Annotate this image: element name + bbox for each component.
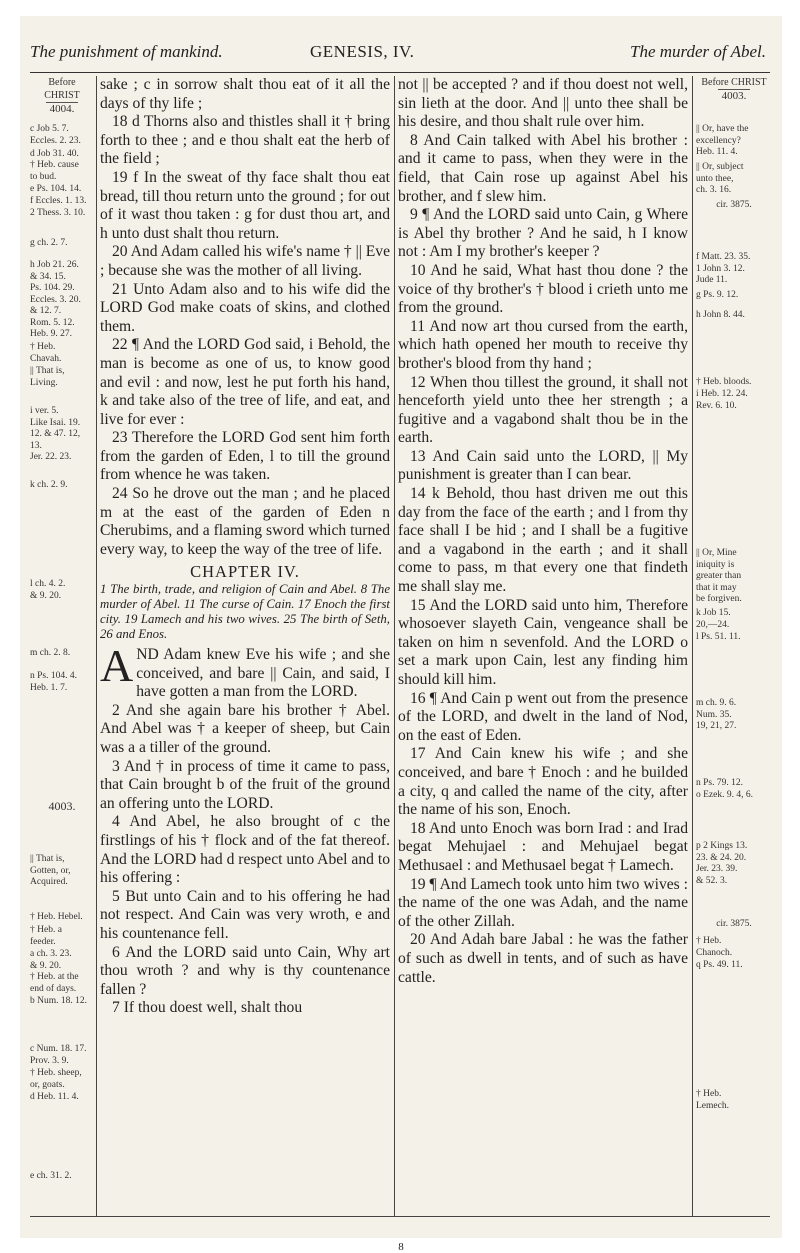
margin-note: o Ezek. 9. 4, 6.: [696, 790, 753, 800]
left-era-label: Before CHRIST: [44, 77, 80, 101]
header-right: The murder of Abel.: [630, 42, 766, 61]
left-era: [30, 76, 94, 116]
margin-note: † Heb. Chavah.: [30, 342, 62, 364]
verse: 20 And Adah bare Jabal : he was the father of such as dwell in tents, and of such as have cattle.: [398, 931, 688, 986]
right-margin: [696, 76, 772, 1216]
verse: 13 And Cain said unto the LORD, || My punishment is greater than I can bear.: [398, 447, 688, 484]
margin-note: m ch. 2. 8.: [30, 648, 71, 658]
verse: 24 So he drove out the man ; and he placed m at the east of the garden of Eden n Cherubims, and a flaming sword which turned every way, to keep the way of the tree of life.: [100, 485, 390, 558]
verse: 23 Therefore the LORD God sent him forth from the garden of Eden, l to till the ground from whence he was taken.: [100, 429, 390, 484]
margin-note: † Heb. Hebel.: [30, 912, 83, 922]
margin-note: † Heb. a feeder.: [30, 925, 62, 947]
verse: 19 ¶ And Lamech took unto him two wives : the name of the one was Adah, and the name of the other Zillah.: [398, 875, 688, 930]
verse: 8 And Cain talked with Abel his brother : and it came to pass, when they were in the field, that Cain rose up against Abel his brother, and f slew him.: [398, 131, 688, 205]
verse: 21 Unto Adam also and to his wife did the LORD God make coats of skins, and clothed them.: [100, 280, 390, 335]
margin-note: g Ps. 9. 12.: [696, 290, 739, 300]
right-era: [696, 76, 772, 103]
verse: 16 ¶ And Cain p went out from the presence of the LORD, and dwelt in the land of Nod, on the east of Eden.: [398, 689, 688, 744]
margin-note: c Num. 18. 17. Prov. 3. 9.: [30, 1044, 87, 1066]
verse: 9 ¶ And the LORD said unto Cain, g Where is Abel thy brother ? And he said, h I know not : Am I my brother's keeper ?: [398, 206, 688, 261]
verse: 6 And the LORD said unto Cain, Why art thou wroth ? and why is thy countenance fallen ?: [100, 943, 390, 998]
chapter-title: CHAPTER IV.: [190, 562, 300, 582]
header-left: The punishment of mankind.: [30, 42, 223, 61]
page-number: 8: [398, 1241, 404, 1253]
margin-note: || That is, Living.: [30, 366, 65, 388]
text-column-1: [100, 76, 390, 1018]
running-header: [30, 36, 770, 73]
margin-note: c Job 5. 7. Eccles. 2. 23.: [30, 124, 81, 146]
verse: 11 And now art thou cursed from the earth, which hath opened her mouth to receive thy brother's blood from thy hand ;: [398, 317, 688, 372]
margin-note: n Ps. 79. 12.: [696, 778, 743, 788]
margin-note: e Ps. 104. 14.: [30, 184, 82, 194]
left-margin-rule: [96, 76, 97, 1216]
left-margin: [30, 76, 94, 1216]
margin-note: e ch. 31. 2.: [30, 1171, 72, 1181]
margin-note: cir. 3875.: [716, 200, 752, 210]
chapter-summary: 1 The birth, trade, and religion of Cain and Abel. 8 The murder of Abel. 11 The curse of Cain. 17 Enoch the first city. 19 Lamech and his two wives. 25 The birth of Seth, 26 and Enos.: [100, 582, 390, 642]
margin-note: b Num. 18. 12.: [30, 996, 87, 1006]
margin-note: † Heb. sheep, or, goats.: [30, 1068, 82, 1090]
margin-note: q Ps. 49. 11.: [696, 960, 743, 970]
margin-note: p 2 Kings 13. 23. & 24. 20. Jer. 23. 39. & 52. 3.: [696, 841, 748, 886]
margin-note: i ver. 5. Like Isai. 19. 12. & 47. 12, 13. Jer. 22. 23.: [30, 406, 81, 462]
verse: 7 If thou doest well, shalt thou: [112, 999, 303, 1017]
verse: 22 ¶ And the LORD God said, i Behold, the man is become as one of us, to know good and evil : and now, lest he put forth his hand, k and take also of the tree of life, and eat, and live for ever :: [100, 336, 390, 428]
verse: 4 And Abel, he also brought of c the firstlings of his † flock and of the fat thereof. And the LORD had d respect unto Abel and to his offering :: [100, 813, 390, 887]
margin-note: f Eccles. 1. 13. 2 Thess. 3. 10.: [30, 196, 87, 218]
margin-note: k Job 15. 20,—24.: [696, 608, 731, 630]
margin-note: || That is, Gotten, or, Acquired.: [30, 854, 71, 887]
bible-page: [20, 16, 782, 1253]
verse-1-text: ND Adam knew Eve his wife ; and she conceived, and bare || Cain, and said, I have gotten a man from the LORD.: [136, 646, 390, 701]
margin-note: || Or, have the excellency? Heb. 11. 4.: [696, 124, 749, 157]
verse: 18 d Thorns also and thistles shall it † bring forth to thee ; and e thou shalt eat the herb of the field ;: [100, 113, 390, 168]
margin-note: m ch. 9. 6. Num. 35. 19, 21, 27.: [696, 698, 737, 731]
margin-note: n Ps. 104. 4. Heb. 1. 7.: [30, 671, 77, 693]
right-era-year: 4003.: [718, 89, 751, 103]
margin-note: cir. 3875.: [716, 919, 752, 929]
verse: 3 And † in process of time it came to pass, that Cain brought b of the fruit of the ground an offering unto the LORD.: [100, 757, 390, 812]
margin-note: g ch. 2. 7.: [30, 238, 68, 248]
left-year-mark: 4003.: [48, 799, 76, 813]
right-margin-rule: [692, 76, 693, 1216]
margin-note: l Ps. 51. 11.: [696, 632, 741, 642]
margin-note: † Heb. at the end of days.: [30, 972, 79, 994]
center-column-rule: [394, 76, 395, 1216]
verse: 19 f In the sweat of thy face shalt thou eat bread, till thou return unto the ground ; for out of it wast thou taken : g for dust thou art, and h unto dust shalt thou return.: [100, 168, 390, 242]
margin-note: d Heb. 11. 4.: [30, 1092, 79, 1102]
right-era-label: Before CHRIST: [701, 77, 767, 88]
margin-note: || Or, Mine iniquity is greater than that it may be forgiven.: [696, 548, 742, 604]
text-column-2: [398, 76, 688, 987]
verse: 12 When thou tillest the ground, it shall not henceforth yield unto thee her strength ; a fugitive and a vagabond shalt thou be in the earth.: [398, 373, 688, 447]
margin-note: † Heb. cause to bud.: [30, 160, 79, 182]
margin-note: f Matt. 23. 35. 1 John 3. 12. Jude 11.: [696, 252, 751, 285]
margin-note: h Job 21. 26. & 34. 15. Ps. 104. 29. Eccles. 3. 20. & 12. 7. Rom. 5. 12. Heb. 9. 27.: [30, 260, 81, 339]
margin-note: k ch. 2. 9.: [30, 480, 68, 490]
drop-cap: A: [100, 640, 134, 692]
margin-note: l ch. 4. 2. & 9. 20.: [30, 579, 66, 601]
margin-note: † Heb. bloods.: [696, 377, 752, 387]
verse: sake ; c in sorrow shalt thou eat of it all the days of thy life ;: [100, 76, 390, 112]
verse: not || be accepted ? and if thou doest not well, sin lieth at the door. And || unto thee shall be his desire, and thou shalt rule over him.: [398, 76, 688, 131]
margin-note: d Job 31. 40.: [30, 149, 79, 159]
verse: 2 And she again bare his brother † Abel. And Abel was † a keeper of sheep, but Cain was a a tiller of the ground.: [100, 701, 390, 756]
margin-note: † Heb. Lemech.: [696, 1089, 729, 1111]
verse-first: [100, 640, 390, 702]
margin-note: h John 8. 44.: [696, 310, 745, 320]
margin-note: i Heb. 12. 24. Rev. 6. 10.: [696, 389, 748, 411]
margin-note: a ch. 3. 23. & 9. 20.: [30, 949, 72, 971]
margin-note: † Heb. Chanoch.: [696, 936, 733, 958]
verse: 10 And he said, What hast thou done ? the voice of thy brother's † blood i crieth unto me from the ground.: [398, 261, 688, 317]
verse: 20 And Adam called his wife's name † || Eve ; because she was the mother of all living.: [100, 243, 390, 279]
verse: 5 But unto Cain and to his offering he had not respect. And Cain was very wroth, e and his countenance fell.: [100, 887, 390, 942]
verse: 18 And unto Enoch was born Irad : and Irad begat Mehujael : and Mehujael begat Methusael : and Methusael begat † Lamech.: [398, 819, 688, 874]
left-era-year: 4004.: [46, 102, 79, 116]
header-center: GENESIS, IV.: [310, 42, 415, 61]
verse: 15 And the LORD said unto him, Therefore whosoever slayeth Cain, vengeance shall be taken on him n sevenfold. And the LORD o set a mark upon Cain, lest any finding him should kill him.: [398, 596, 688, 688]
verse: 14 k Behold, thou hast driven me out this day from the face of the earth ; and l from thy face shall I be hid ; and I shall be a fugitive and a vagabond in the earth ; and it shall come to pass, m that every one that findeth me shall slay me.: [398, 485, 688, 596]
verse: 17 And Cain knew his wife ; and she conceived, and bare † Enoch : and he builded a city, q and called the name of the city, after the name of his son, Enoch.: [398, 745, 688, 819]
bottom-rule: [30, 1216, 770, 1217]
margin-note: || Or, subject unto thee, ch. 3. 16.: [696, 162, 744, 195]
